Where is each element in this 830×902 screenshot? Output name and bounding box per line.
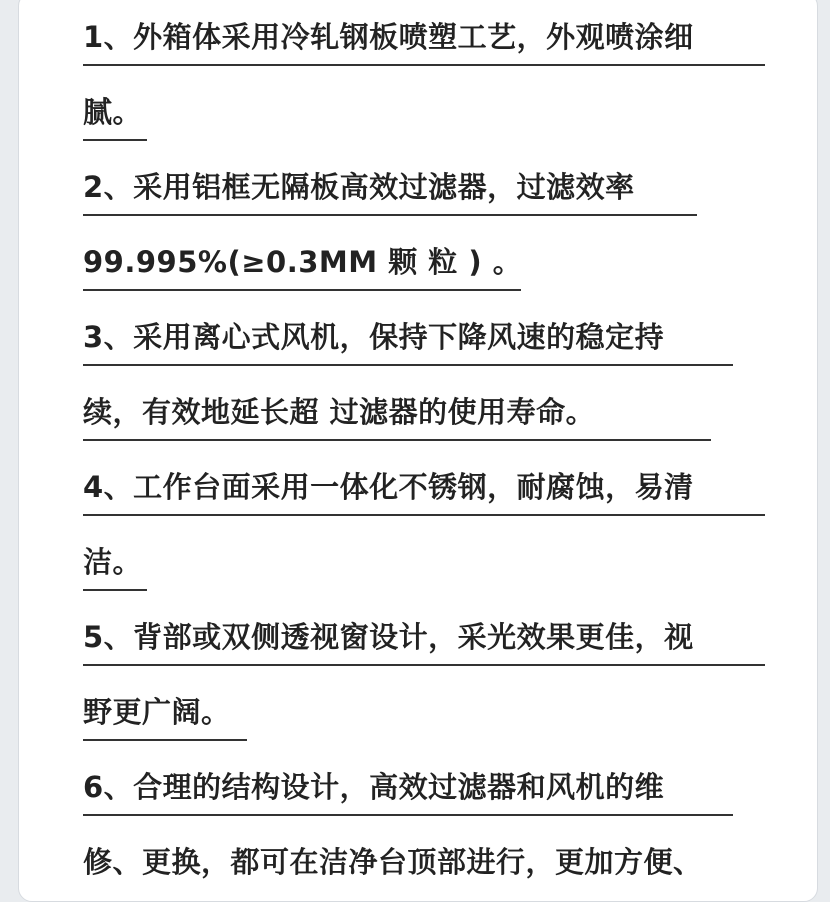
underline-11: [83, 814, 733, 816]
text-line-5: 3、采用离心式风机，保持下降风速的稳定持: [83, 320, 665, 354]
text-line-10: 野更广阔。: [83, 695, 231, 729]
underline-7: [83, 514, 765, 516]
text-line-2: 腻。: [83, 95, 143, 129]
underline-10: [83, 739, 247, 741]
underline-1: [83, 64, 765, 66]
underline-8: [83, 589, 147, 591]
text-line-6: 续，有效地延长超 过滤器的使用寿命。: [83, 395, 596, 429]
text-line-12: 修、更换，都可在洁净台顶部进行，更加方便、: [83, 845, 703, 879]
underline-6: [83, 439, 711, 441]
text-line-7: 4、工作台面采用一体化不锈钢，耐腐蚀，易清: [83, 470, 694, 504]
text-line-8: 洁。: [83, 545, 143, 579]
text-line-4: 99.995%(≥0.3MM 颗 粒 ) 。: [83, 245, 523, 279]
underline-4: [83, 289, 521, 291]
text-line-11: 6、合理的结构设计，高效过滤器和风机的维: [83, 770, 665, 804]
document-card: [18, 0, 818, 902]
underline-5: [83, 364, 733, 366]
text-line-3: 2、采用铝框无隔板高效过滤器，过滤效率: [83, 170, 635, 204]
text-line-9: 5、背部或双侧透视窗设计，采光效果更佳，视: [83, 620, 694, 654]
underline-2: [83, 139, 147, 141]
underline-9: [83, 664, 765, 666]
text-line-1: 1、外箱体采用冷轧钢板喷塑工艺，外观喷涂细: [83, 20, 694, 54]
underline-3: [83, 214, 697, 216]
